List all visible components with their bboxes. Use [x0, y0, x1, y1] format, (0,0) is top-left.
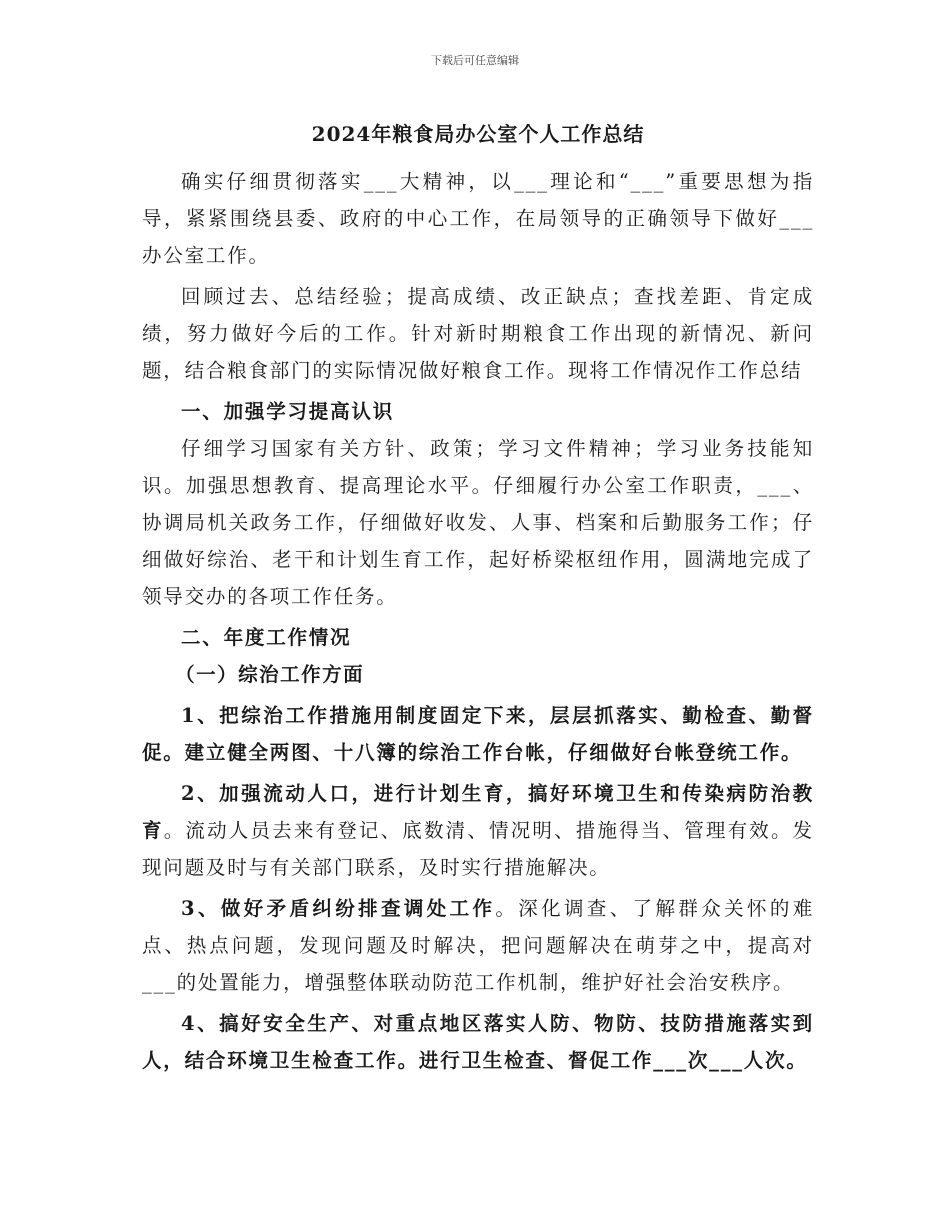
- subsection-heading-1: （一）综治工作方面: [175, 663, 365, 686]
- paragraph-review: 回顾过去、总结经验；提高成绩、改正缺点；查找差距、肯定成绩，努力做好今后的工作。针对新时期粮食工作出现的新情况、新问题，结合粮食部门的实际情况做好粮食工作。现将工作情况作工作总结: [142, 285, 814, 382]
- document-body: [142, 118, 814, 1079]
- paragraph-intro: 确实仔细贯彻落实___大精神，以___理论和“___”重要思想为指导，紧紧围绕县委、政府的中心工作，在局领导的正确领导下做好___办公室工作。: [142, 170, 814, 267]
- list-item-3-lead: 3、做好矛盾纠纷排查调处工作: [181, 897, 496, 920]
- list-item-2-body: 。流动人员去来有登记、底数清、情况明、措施得当、管理有效。发现问题及时与有关部门联系，及时实行措施解决。: [142, 819, 814, 879]
- header-note: 下载后可任意编辑: [431, 54, 519, 67]
- list-item-2: [142, 775, 814, 886]
- paragraph-study: 仔细学习国家有关方针、政策；学习文件精神；学习业务技能知识。加强思想教育、提高理论水平。仔细履行办公室工作职责，___、协调局机关政务工作，仔细做好收发、人事、档案和后勤服务工作；仔细做好综治、老干和计划生育工作，起好桥梁枢纽作用，圆满地完成了领导交办的各项工作任务。: [142, 437, 814, 608]
- list-item-4: 4、搞好安全生产、对重点地区落实人防、物防、技防措施落实到人，结合环境卫生检查工作。进行卫生检查、督促工作___次___人次。: [142, 1012, 814, 1072]
- section-heading-1: 一、加强学习提高认识: [181, 400, 395, 423]
- list-item-3: [142, 890, 814, 1001]
- list-item-2-lead: 2、加强流动人口，进行计划生育，搞好环境卫生和传染病防治教育: [142, 782, 814, 842]
- list-item-3-body: 。深化调查、了解群众关怀的难点、热点问题，发现问题及时解决，把问题解决在萌芽之中，提高对___的处置能力，增强整体联动防范工作机制，维护好社会治安秩序。: [142, 897, 814, 994]
- document-title: 2024年粮食局办公室个人工作总结: [311, 122, 645, 146]
- list-item-1: 1、把综治工作措施用制度固定下来，层层抓落实、勤检查、勤督促。建立健全两图、十八簿的综治工作台帐，仔细做好台帐登统工作。: [142, 704, 814, 764]
- section-heading-2: 二、年度工作情况: [181, 626, 352, 649]
